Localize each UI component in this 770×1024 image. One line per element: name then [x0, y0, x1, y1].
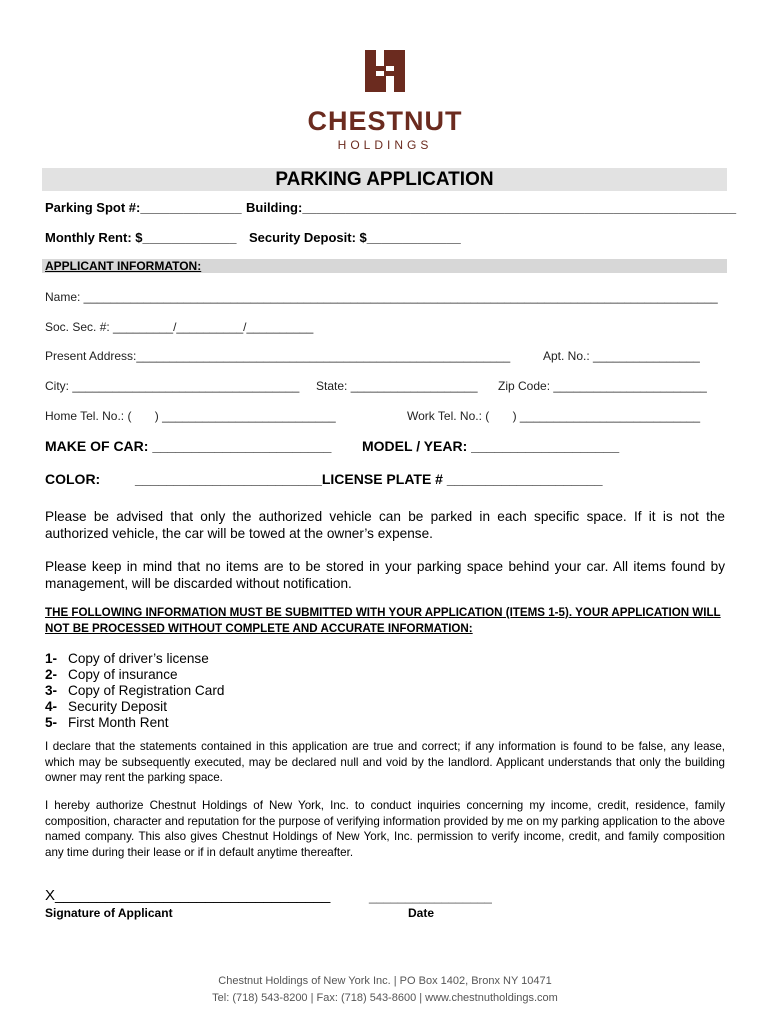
signature-line[interactable]: X_________________________________ — [45, 887, 331, 904]
list-item: 3- Copy of Registration Card — [45, 683, 225, 698]
section-bar — [42, 259, 727, 273]
monthly-rent-field[interactable]: Monthly Rent: $_____________ — [45, 230, 237, 245]
color-label: COLOR: — [45, 471, 101, 487]
footer-contact: Tel: (718) 543-8200 | Fax: (718) 543-8600 | www.chestnutholdings.com — [212, 992, 558, 1004]
license-plate-field[interactable]: ________________________LICENSE PLATE # ____________________ — [135, 471, 603, 487]
apt-no-field[interactable]: Apt. No.: ________________ — [543, 349, 700, 363]
date-line[interactable]: _________________ — [369, 889, 492, 904]
submission-requirements-notice: THE FOLLOWING INFORMATION MUST BE SUBMITTED WITH YOUR APPLICATION (ITEMS 1-5). YOUR APPLICATION WILL NOT BE PROCESSED WITHOUT COMPLETE AND ACCURATE INFORMATION: — [45, 606, 721, 635]
chestnut-logo-icon — [365, 50, 405, 92]
brand-name: CHESTNUT — [307, 106, 463, 136]
building-field[interactable]: Building:____________________________________________________________ — [246, 200, 737, 215]
declaration-text: I declare that the statements contained in this application are true and correct; if any information is found to be false, any lease, which may be subsequently executed, may be declared null and void by the landlord. Applicant understands that only the building owner may rent the parking space. — [45, 740, 725, 784]
model-year-field[interactable]: MODEL / YEAR: ___________________ — [362, 438, 620, 454]
zip-field[interactable]: Zip Code: _______________________ — [498, 379, 707, 393]
signature-label: Signature of Applicant — [45, 906, 173, 920]
requirements-list — [45, 651, 224, 731]
present-address-field[interactable]: Present Address:________________________________________________________ — [45, 349, 511, 363]
storage-notice: Please keep in mind that no items are to be stored in your parking space behind your car. All items found by management, will be discarded without notification. — [45, 559, 725, 591]
brand-subtitle: HOLDINGS — [337, 138, 433, 152]
date-label: Date — [408, 906, 435, 920]
security-deposit-field[interactable]: Security Deposit: $_____________ — [249, 230, 461, 245]
parking-spot-field[interactable]: Parking Spot #:______________ — [45, 200, 242, 215]
list-item: 2- Copy of insurance — [45, 667, 178, 682]
name-field[interactable]: Name: _______________________________________________________________________________________________ — [45, 290, 718, 304]
list-item: 4- Security Deposit — [45, 699, 167, 714]
state-field[interactable]: State: ___________________ — [316, 379, 478, 393]
make-of-car-field[interactable]: MAKE OF CAR: _______________________ — [45, 438, 332, 454]
work-tel-field[interactable]: Work Tel. No.: ( ) ___________________________ — [407, 409, 701, 423]
authorized-vehicle-notice: Please be advised that only the authorized vehicle can be parked in each specific space. If it is not the authorized vehicle, the car will be towed at the owner’s expense. — [45, 509, 725, 541]
title-bar — [42, 168, 727, 191]
list-item: 1- Copy of driver’s license — [45, 651, 209, 666]
section-title: APPLICANT INFORMATON: — [45, 259, 202, 273]
city-field[interactable]: City: __________________________________ — [45, 379, 300, 393]
home-tel-field[interactable]: Home Tel. No.: ( ) __________________________ — [45, 409, 336, 423]
authorization-text: I hereby authorize Chestnut Holdings of New York, Inc. to conduct inquiries concerning my income, credit, residence, family composition, character and reputation for the purpose of verifying information provided by me on my parking application to the above named company. This also gives Chestnut Holdings of New York, Inc. permission to verify income, credit, and family composition any time during their lease or if in default anytime thereafter. — [45, 799, 725, 859]
form-title: PARKING APPLICATION — [275, 169, 494, 190]
ssn-field[interactable]: Soc. Sec. #: _________/__________/__________ — [45, 320, 314, 334]
list-item: 5- First Month Rent — [45, 715, 169, 730]
footer-address: Chestnut Holdings of New York Inc. | PO Box 1402, Bronx NY 10471 — [218, 975, 552, 987]
